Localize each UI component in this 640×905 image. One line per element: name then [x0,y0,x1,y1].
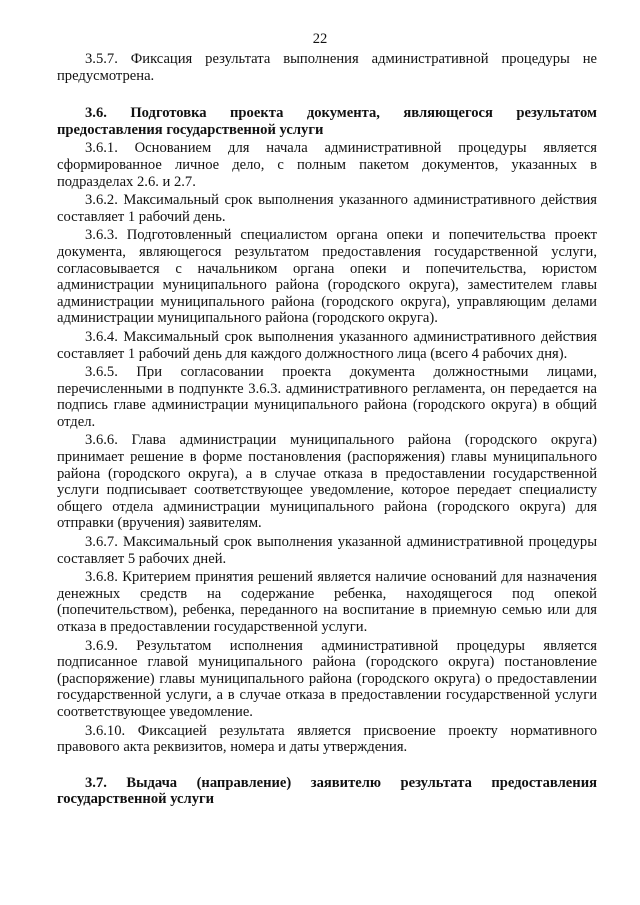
section-heading-3-7: 3.7. Выдача (направление) заявителю результата предоставления государственной услуги [57,774,597,808]
paragraph-3-6-2: 3.6.2. Максимальный срок выполнения указанного административного действия составляет 1 рабочий день. [57,192,597,225]
section-heading-3-6: 3.6. Подготовка проекта документа, являющегося результатом предоставления государственной услуги [57,105,597,138]
page-number: 22 [312,31,328,47]
paragraph-3-6-6: 3.6.6. Глава администрации муниципального района (городского округа) принимает решение в форме постановления (распоряжения) главы муниципального района (городского округа), а в случае отказа в предоставлении государственной услуги подписывает соответствующее уведомление, которое передает специалисту общего отдела администрации муниципального района (городского округа) для отправки (вручения) заявителям. [57,432,597,532]
paragraph-3-6-8: 3.6.8. Критерием принятия решений является наличие оснований для назначения денежных средств на содержание ребенка, находящегося под опекой (попечительством), ребенка, переданного на воспитание в приемную семью или для отказа в предоставлении государственной услуги. [57,569,597,635]
document-body [57,51,597,808]
paragraph-3-6-3: 3.6.3. Подготовленный специалистом органа опеки и попечительства проект документа, являющегося результатом предоставления государственной услуги, согласовывается с начальником органа опеки и попечительства, юристом администрации муниципального района (городского округа), заместителем главы администрации муниципального района (городского округа), управляющим делами администрации муниципального района (городского округа). [57,227,597,327]
paragraph-3-6-10: 3.6.10. Фиксацией результата является присвоение проекту нормативного правового акта реквизитов, номера и даты утверждения. [57,722,597,756]
paragraph-3-6-9: 3.6.9. Результатом исполнения административной процедуры является подписанное главой муниципального района (городского округа) постановление (распоряжение) главы муниципального района (городского округа) о предоставлении государственной услуги, а в случае отказа в предоставлении государственной услуги соответствующее уведомление. [57,637,597,720]
paragraph-3-5-7: 3.5.7. Фиксация результата выполнения административной процедуры не предусмотрена. [57,51,597,84]
paragraph-3-6-7: 3.6.7. Максимальный срок выполнения указанной административной процедуры составляет 5 рабочих дней. [57,534,597,567]
paragraph-3-6-1: 3.6.1. Основанием для начала административной процедуры является сформированное личное дело, с полным пакетом документов, указанных в подразделах 2.6. и 2.7. [57,140,597,190]
paragraph-3-6-4: 3.6.4. Максимальный срок выполнения указанного административного действия составляет 1 рабочий день для каждого должностного лица (всего 4 рабочих дня). [57,328,597,362]
paragraph-3-6-5: 3.6.5. При согласовании проекта документа должностными лицами, перечисленными в подпункте 3.6.3. административного регламента, он передается на подпись главе администрации муниципального района (городского округа) в общий отдел. [57,364,597,430]
